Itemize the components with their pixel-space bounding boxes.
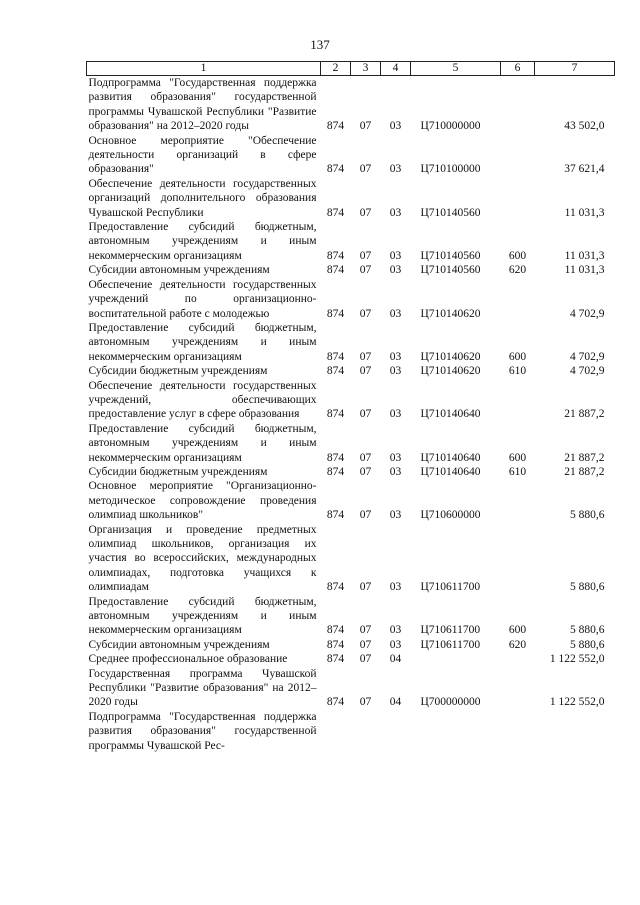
cell-vr — [501, 76, 535, 134]
cell-vr: 610 — [508, 465, 527, 478]
cell-pr: 03 — [389, 408, 402, 421]
cell-pr: 03 — [389, 350, 402, 363]
cell-gr: 874 — [326, 509, 345, 522]
cell-amount: 11 031,3 — [564, 249, 605, 262]
cell-vr — [501, 379, 535, 422]
cell-rz: 07 — [359, 408, 372, 421]
cell-rz: 07 — [359, 350, 372, 363]
cell-target — [411, 652, 501, 666]
cell-name: Обеспечение деятельности государственных учреждений по организационно-воспитательной работе с молодежью — [88, 278, 317, 320]
cell-gr: 874 — [326, 624, 345, 637]
cell-gr: 874 — [326, 264, 345, 277]
cell-amount: 11 031,3 — [564, 264, 605, 277]
page-number: 137 — [310, 37, 330, 52]
cell-gr: 874 — [326, 249, 345, 262]
table-row — [87, 595, 615, 638]
cell-target: Ц710000000 — [420, 120, 481, 133]
cell-name: Предоставление субсидий бюджетным, автономным учреждениям и иным некоммерческим организациям — [88, 321, 317, 363]
cell-pr: 03 — [389, 638, 402, 651]
cell-rz: 07 — [359, 638, 372, 651]
budget-table — [86, 61, 615, 753]
cell-rz: 07 — [359, 653, 372, 666]
header-col-target: 5 — [411, 62, 501, 76]
cell-amount: 4 702,9 — [570, 350, 605, 363]
table-row — [87, 638, 615, 652]
cell-amount — [535, 710, 615, 753]
cell-vr — [501, 177, 535, 220]
cell-gr: 874 — [326, 465, 345, 478]
cell-target: Ц710140560 — [420, 249, 481, 262]
cell-rz: 07 — [359, 264, 372, 277]
cell-target: Ц710140560 — [420, 264, 481, 277]
cell-rz: 07 — [359, 163, 372, 176]
cell-gr: 874 — [326, 307, 345, 320]
cell-rz: 07 — [359, 465, 372, 478]
cell-amount: 1 122 552,0 — [549, 653, 605, 666]
cell-pr: 03 — [389, 249, 402, 262]
cell-name: Предоставление субсидий бюджетным, автономным учреждениям и иным некоммерческим организациям — [88, 221, 317, 262]
table-row — [87, 364, 615, 378]
cell-pr: 04 — [389, 696, 402, 709]
cell-amount: 4 702,9 — [570, 365, 605, 378]
cell-pr: 03 — [389, 163, 402, 176]
table-row — [87, 710, 615, 753]
cell-name: Организация и проведение предметных олимпиад школьников, организация их участия во всероссийских, международных олимпиадах, подготовка учащихся к олимпиадам — [88, 523, 317, 594]
cell-vr: 600 — [508, 249, 527, 262]
cell-name: Субсидии автономным учреждениям — [88, 638, 270, 651]
header-col-vr: 6 — [501, 62, 535, 76]
cell-name: Подпрограмма "Государственная поддержка развития образования" государственной программы Чувашской Рес- — [88, 710, 317, 752]
cell-name: Основное мероприятие "Обеспечение деятельности организаций в сфере образования" — [88, 134, 317, 176]
table-row — [87, 667, 615, 710]
cell-name: Обеспечение деятельности государственных организаций дополнительного образования Чувашской Республики — [88, 177, 317, 219]
cell-pr: 03 — [389, 581, 402, 594]
cell-pr: 03 — [389, 465, 402, 478]
header-col-amount: 7 — [535, 62, 615, 76]
cell-name: Субсидии бюджетным учреждениям — [88, 365, 268, 378]
cell-gr: 874 — [326, 451, 345, 464]
cell-rz: 07 — [359, 696, 372, 709]
header-col-rz: 3 — [351, 62, 381, 76]
cell-name: Обеспечение деятельности государственных учреждений, обеспечивающих предоставление услуг в сфере образования — [88, 379, 317, 421]
cell-pr: 03 — [389, 509, 402, 522]
table-row — [87, 523, 615, 595]
cell-name: Предоставление субсидий бюджетным, автономным учреждениям и иным некоммерческим организациям — [88, 595, 317, 637]
table-row — [87, 134, 615, 177]
cell-name: Основное мероприятие "Организационно-методическое сопровождение проведения олимпиад школьников" — [88, 480, 317, 522]
cell-vr — [501, 667, 535, 710]
table-row — [87, 422, 615, 465]
cell-vr — [501, 134, 535, 177]
cell-target: Ц710611700 — [420, 624, 481, 637]
cell-target: Ц710600000 — [420, 509, 481, 522]
table-row — [87, 652, 615, 666]
table-row — [87, 465, 615, 479]
cell-amount: 37 621,4 — [564, 163, 605, 176]
cell-vr: 620 — [508, 638, 527, 651]
cell-gr: 874 — [326, 696, 345, 709]
cell-rz: 07 — [359, 451, 372, 464]
cell-amount: 11 031,3 — [564, 206, 605, 219]
cell-vr: 620 — [508, 264, 527, 277]
cell-amount: 5 880,6 — [570, 509, 605, 522]
cell-rz: 07 — [359, 249, 372, 262]
cell-gr: 874 — [326, 350, 345, 363]
table-row — [87, 278, 615, 321]
cell-pr: 03 — [389, 307, 402, 320]
cell-vr — [501, 479, 535, 522]
cell-vr: 600 — [508, 350, 527, 363]
cell-name: Государственная программа Чувашской Республики "Развитие образования" на 2012–2020 годы — [88, 667, 317, 709]
cell-rz: 07 — [359, 365, 372, 378]
cell-name: Субсидии бюджетным учреждениям — [88, 465, 268, 478]
cell-vr: 600 — [508, 451, 527, 464]
cell-target: Ц710611700 — [420, 638, 481, 651]
cell-target: Ц710140620 — [420, 365, 481, 378]
table-row — [87, 379, 615, 422]
table-row — [87, 479, 615, 522]
cell-target: Ц710140620 — [420, 307, 481, 320]
cell-target: Ц710140560 — [420, 206, 481, 219]
cell-name: Субсидии автономным учреждениям — [88, 264, 270, 277]
cell-target: Ц710140640 — [420, 408, 481, 421]
cell-target: Ц710611700 — [420, 581, 481, 594]
cell-gr: 874 — [326, 408, 345, 421]
header-col-name: 1 — [87, 62, 321, 76]
cell-pr: 03 — [389, 624, 402, 637]
cell-pr: 03 — [389, 120, 402, 133]
cell-gr: 874 — [326, 581, 345, 594]
cell-vr: 610 — [508, 365, 527, 378]
cell-vr — [501, 523, 535, 595]
cell-gr: 874 — [326, 653, 345, 666]
cell-rz — [351, 710, 381, 753]
cell-target: Ц700000000 — [420, 696, 481, 709]
cell-rz: 07 — [359, 120, 372, 133]
cell-gr: 874 — [326, 120, 345, 133]
cell-name: Среднее профессиональное образование — [88, 653, 288, 666]
cell-amount: 4 702,9 — [570, 307, 605, 320]
cell-gr: 874 — [326, 365, 345, 378]
cell-amount: 5 880,6 — [570, 581, 605, 594]
cell-gr: 874 — [326, 638, 345, 651]
cell-name: Подпрограмма "Государственная поддержка развития образования" государственной программы Чувашской Республики "Развитие образования" на 2012–2020 годы — [88, 77, 317, 133]
table-row — [87, 177, 615, 220]
cell-vr — [501, 278, 535, 321]
cell-rz: 07 — [359, 206, 372, 219]
cell-amount: 21 887,2 — [564, 451, 605, 464]
cell-target: Ц710140640 — [420, 465, 481, 478]
cell-target: Ц710100000 — [420, 163, 481, 176]
cell-pr: 03 — [389, 365, 402, 378]
header-row — [87, 62, 615, 76]
cell-rz: 07 — [359, 581, 372, 594]
cell-target: Ц710140620 — [420, 350, 481, 363]
cell-name: Предоставление субсидий бюджетным, автономным учреждениям и иным некоммерческим организациям — [88, 422, 317, 464]
table-row — [87, 76, 615, 134]
cell-amount: 21 887,2 — [564, 465, 605, 478]
header-col-gr: 2 — [321, 62, 351, 76]
cell-amount: 5 880,6 — [570, 624, 605, 637]
table-row — [87, 263, 615, 277]
table-header — [87, 62, 615, 76]
cell-amount: 21 887,2 — [564, 408, 605, 421]
cell-rz: 07 — [359, 307, 372, 320]
header-col-pr: 4 — [381, 62, 411, 76]
cell-vr — [501, 652, 535, 666]
table-row — [87, 321, 615, 364]
cell-pr — [381, 710, 411, 753]
cell-gr — [321, 710, 351, 753]
cell-amount: 1 122 552,0 — [549, 696, 605, 709]
cell-gr: 874 — [326, 206, 345, 219]
cell-pr: 03 — [389, 206, 402, 219]
cell-rz: 07 — [359, 624, 372, 637]
cell-amount: 5 880,6 — [570, 638, 605, 651]
cell-pr: 04 — [389, 653, 402, 666]
cell-rz: 07 — [359, 509, 372, 522]
cell-pr: 03 — [389, 451, 402, 464]
cell-gr: 874 — [326, 163, 345, 176]
cell-vr — [501, 710, 535, 753]
cell-target: Ц710140640 — [420, 451, 481, 464]
cell-amount: 43 502,0 — [564, 120, 605, 133]
cell-vr: 600 — [508, 624, 527, 637]
table-row — [87, 220, 615, 263]
cell-pr: 03 — [389, 264, 402, 277]
table-body — [87, 76, 615, 754]
cell-target — [411, 710, 501, 753]
